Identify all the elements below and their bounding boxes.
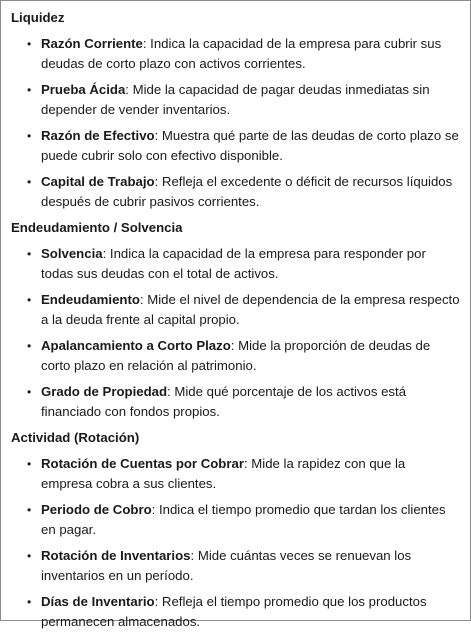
bullet-icon: • xyxy=(27,457,32,471)
list-item xyxy=(11,126,460,166)
item-term: Solvencia xyxy=(41,246,103,261)
item-term: Endeudamiento xyxy=(41,292,140,307)
bullet-icon: • xyxy=(27,129,32,143)
bullet-icon: • xyxy=(27,503,32,517)
item-term: Rotación de Cuentas por Cobrar xyxy=(41,456,244,471)
liquidez-list xyxy=(11,34,460,212)
list-item xyxy=(11,80,460,120)
item-term: Razón de Efectivo xyxy=(41,128,155,143)
item-term: Días de Inventario xyxy=(41,594,155,609)
bullet-icon: • xyxy=(27,37,32,51)
list-item xyxy=(11,592,460,632)
item-description: : Refleja el excedente o déficit de recursos líquidos después de cubrir pasivos corrientes. xyxy=(41,174,453,209)
list-item xyxy=(11,382,460,422)
item-term: Periodo de Cobro xyxy=(41,502,152,517)
section-title-endeudamiento: Endeudamiento / Solvencia xyxy=(11,220,183,235)
bullet-icon: • xyxy=(27,175,32,189)
item-term: Rotación de Inventarios xyxy=(41,548,191,563)
item-description: : Mide la capacidad de pagar deudas inmediatas sin depender de vender inventarios. xyxy=(41,82,430,117)
item-term: Grado de Propiedad xyxy=(41,384,168,399)
endeudamiento-list xyxy=(11,244,460,422)
bullet-icon: • xyxy=(27,595,32,609)
bullet-icon: • xyxy=(27,293,32,307)
item-description: : Indica el tiempo promedio que tardan los clientes en pagar. xyxy=(41,502,446,537)
bullet-icon: • xyxy=(27,83,32,97)
item-description: : Mide qué porcentaje de los activos está financiado con fondos propios. xyxy=(41,384,407,419)
list-item xyxy=(11,172,460,212)
list-item xyxy=(11,500,460,540)
list-item xyxy=(11,244,460,284)
bullet-icon: • xyxy=(27,385,32,399)
list-item xyxy=(11,454,460,494)
item-description: : Mide la rapidez con que la empresa cobra a sus clientes. xyxy=(41,456,406,491)
item-term: Razón Corriente xyxy=(41,36,143,51)
item-description: : Muestra qué parte de las deudas de corto plazo se puede cubrir solo con efectivo disponible. xyxy=(41,128,459,163)
section-title-actividad: Actividad (Rotación) xyxy=(11,430,140,445)
item-description: : Indica la capacidad de la empresa para responder por todas sus deudas con el total de activos. xyxy=(41,246,426,281)
list-item xyxy=(11,546,460,586)
list-item xyxy=(11,290,460,330)
item-term: Apalancamiento a Corto Plazo xyxy=(41,338,231,353)
section-title-liquidez: Liquidez xyxy=(11,10,65,25)
list-item xyxy=(11,34,460,74)
item-description: : Indica la capacidad de la empresa para cubrir sus deudas de corto plazo con activos corrientes. xyxy=(41,36,442,71)
item-description: : Mide el nivel de dependencia de la empresa respecto a la deuda frente al capital propio. xyxy=(41,292,460,327)
item-term: Prueba Ácida xyxy=(41,82,126,97)
list-item xyxy=(11,336,460,376)
bullet-icon: • xyxy=(27,549,32,563)
item-description: : Mide la proporción de deudas de corto plazo en relación al patrimonio. xyxy=(41,338,431,373)
bullet-icon: • xyxy=(27,339,32,353)
item-description: : Mide cuántas veces se renuevan los inventarios en un período. xyxy=(41,548,412,583)
bullet-icon: • xyxy=(27,247,32,261)
item-description: : Refleja el tiempo promedio que los productos permanecen almacenados. xyxy=(41,594,427,629)
item-term: Capital de Trabajo xyxy=(41,174,155,189)
actividad-list xyxy=(11,454,460,632)
